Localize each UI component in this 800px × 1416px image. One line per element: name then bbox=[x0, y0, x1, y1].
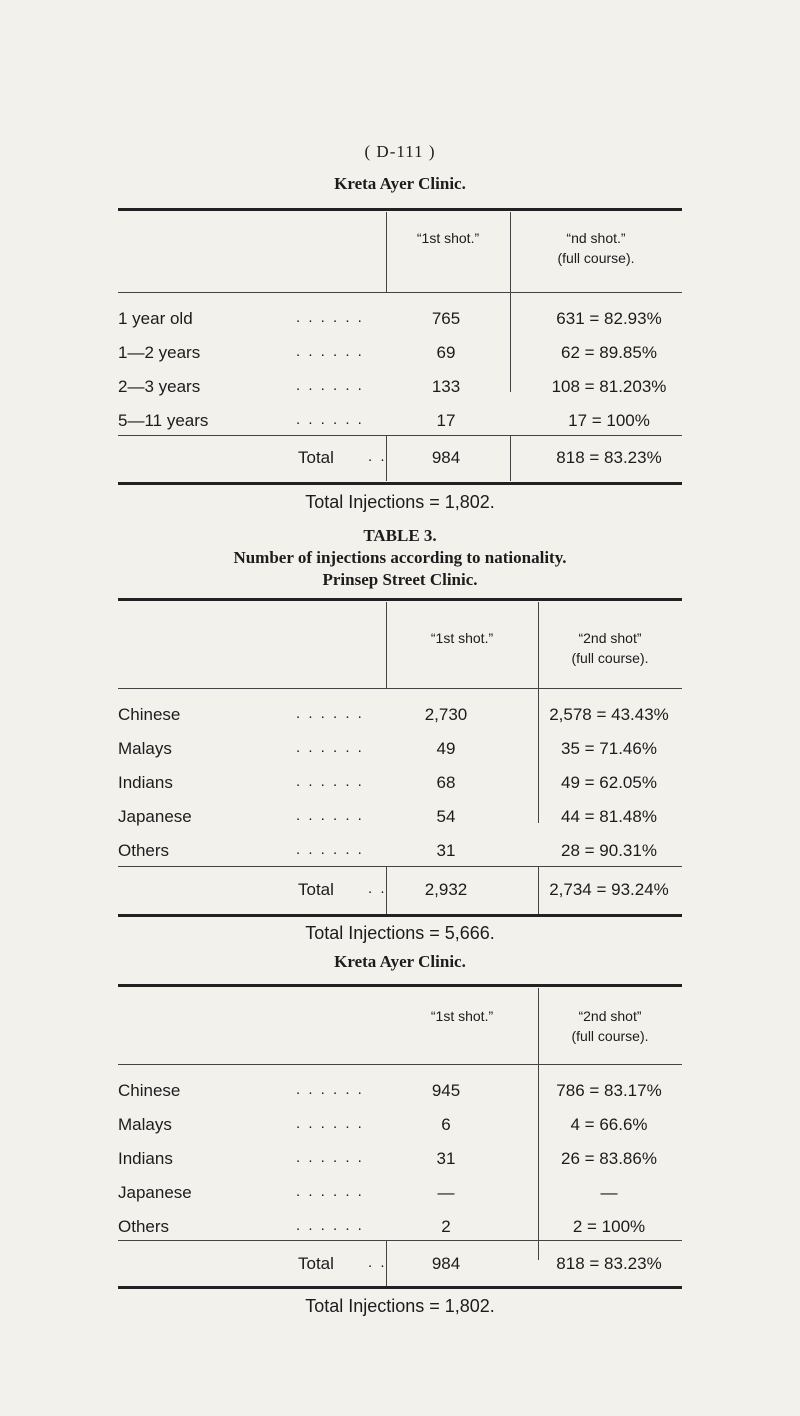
col-head-second-shot: “2nd shot” bbox=[578, 1008, 642, 1024]
table-top-rule bbox=[118, 984, 682, 987]
kreta-ayer-title-2: Kreta Ayer Clinic. bbox=[334, 952, 466, 971]
table-row bbox=[118, 1081, 682, 1105]
kreta-ayer-age-table bbox=[118, 208, 682, 484]
table-row bbox=[118, 807, 682, 831]
col-head-first-shot: “1st shot.” bbox=[430, 630, 494, 646]
second-shot-value: 2,578 = 43.43% bbox=[549, 705, 669, 724]
table-top-rule bbox=[118, 598, 682, 601]
second-shot-value: 35 = 71.46% bbox=[561, 739, 657, 758]
first-shot-value: 945 bbox=[431, 1081, 461, 1100]
col-head-full-course: (full course). bbox=[571, 1028, 649, 1044]
header-rule bbox=[118, 292, 682, 293]
leader-dots: . . . . . . bbox=[296, 841, 364, 858]
leader-dots: . . . . . . bbox=[296, 807, 364, 824]
column-divider bbox=[386, 212, 387, 292]
second-shot-value: 17 = 100% bbox=[568, 411, 650, 430]
total-label: Total bbox=[298, 448, 334, 467]
first-shot-value: — bbox=[437, 1183, 455, 1202]
leader-dots: . . . . . . bbox=[296, 739, 364, 756]
leader-dots: . . . . . . bbox=[296, 1115, 364, 1132]
table-number: TABLE 3. bbox=[363, 526, 437, 545]
row-label: Chinese bbox=[118, 705, 181, 724]
table-row bbox=[118, 705, 682, 729]
row-label: Indians bbox=[118, 1149, 173, 1168]
leader-dots: . . . . . . bbox=[296, 1183, 364, 1200]
total-second-shot: 818 = 83.23% bbox=[556, 448, 662, 467]
table-row bbox=[118, 377, 682, 401]
leader-dots: . . . . . . bbox=[296, 773, 364, 790]
col-head-full-course: (full course). bbox=[557, 250, 635, 266]
second-shot-value: 2 = 100% bbox=[572, 1217, 646, 1236]
table-row bbox=[118, 411, 682, 435]
total-row bbox=[118, 880, 682, 904]
leader-dots: . . . . . . bbox=[296, 1149, 364, 1166]
second-shot-value: 631 = 82.93% bbox=[556, 309, 662, 328]
first-shot-value: 133 bbox=[431, 377, 461, 396]
leader-dots: . . bbox=[368, 880, 387, 897]
col-head-second-shot: “2nd shot” bbox=[578, 630, 642, 646]
row-label: Indians bbox=[118, 773, 173, 792]
leader-dots: . . . . . . bbox=[296, 1217, 364, 1234]
table-row bbox=[118, 773, 682, 797]
table-bottom-rule bbox=[118, 482, 682, 485]
first-shot-value: 68 bbox=[436, 773, 456, 792]
total-injections-1: Total Injections = 1,802. bbox=[305, 492, 495, 512]
total-rule bbox=[118, 1240, 682, 1241]
row-label: Japanese bbox=[118, 807, 192, 826]
col-head-full-course: (full course). bbox=[571, 650, 649, 666]
prinsep-nationality-table bbox=[118, 598, 682, 918]
total-row bbox=[118, 1254, 682, 1278]
col-head-first-shot: “1st shot.” bbox=[430, 1008, 494, 1024]
leader-dots: . . . . . . bbox=[296, 377, 364, 394]
col-head-first-shot: “1st shot.” bbox=[416, 230, 480, 246]
kreta-ayer-nationality-table bbox=[118, 984, 682, 1290]
first-shot-value: 31 bbox=[436, 1149, 456, 1168]
first-shot-value: 2 bbox=[441, 1217, 451, 1236]
row-label: Malays bbox=[118, 739, 172, 758]
first-shot-value: 2,730 bbox=[424, 705, 468, 724]
second-shot-value: 49 = 62.05% bbox=[561, 773, 657, 792]
second-shot-value: 62 = 89.85% bbox=[561, 343, 657, 362]
total-row bbox=[118, 448, 682, 472]
leader-dots: . . . . . . bbox=[296, 309, 364, 326]
first-shot-value: 17 bbox=[436, 411, 456, 430]
table-row bbox=[118, 739, 682, 763]
row-label: 1—2 years bbox=[118, 343, 201, 362]
row-label: Others bbox=[118, 841, 170, 860]
leader-dots: . . . . . . bbox=[296, 705, 364, 722]
table-row bbox=[118, 1149, 682, 1173]
total-rule bbox=[118, 866, 682, 867]
table-top-rule bbox=[118, 208, 682, 211]
second-shot-value: 4 = 66.6% bbox=[570, 1115, 648, 1134]
total-label: Total bbox=[298, 880, 334, 899]
leader-dots: . . . . . . bbox=[296, 411, 364, 428]
total-second-shot: 818 = 83.23% bbox=[556, 1254, 662, 1273]
row-label: Japanese bbox=[118, 1183, 192, 1202]
table-caption: Number of injections according to nationality. bbox=[233, 548, 567, 567]
header-rule bbox=[118, 688, 682, 689]
table-row bbox=[118, 309, 682, 333]
table-row bbox=[118, 1183, 682, 1207]
row-label: 1 year old bbox=[118, 309, 193, 328]
second-shot-value: 44 = 81.48% bbox=[561, 807, 657, 826]
table-bottom-rule bbox=[118, 1286, 682, 1289]
row-label: Malays bbox=[118, 1115, 172, 1134]
total-label: Total bbox=[298, 1254, 334, 1273]
leader-dots: . . bbox=[368, 448, 387, 465]
total-injections-2: Total Injections = 5,666. bbox=[305, 923, 495, 943]
row-label: 2—3 years bbox=[118, 377, 201, 396]
first-shot-value: 6 bbox=[441, 1115, 451, 1134]
first-shot-value: 31 bbox=[436, 841, 456, 860]
total-first-shot: 984 bbox=[431, 448, 461, 467]
row-label: Chinese bbox=[118, 1081, 181, 1100]
total-second-shot: 2,734 = 93.24% bbox=[549, 880, 669, 899]
total-first-shot: 984 bbox=[431, 1254, 461, 1273]
header-rule bbox=[118, 1064, 682, 1065]
col-head-second-shot: “nd shot.” bbox=[566, 230, 626, 246]
first-shot-value: 765 bbox=[431, 309, 461, 328]
total-injections-3: Total Injections = 1,802. bbox=[305, 1296, 495, 1316]
table-row bbox=[118, 1217, 682, 1241]
table-row bbox=[118, 343, 682, 367]
row-label: Others bbox=[118, 1217, 170, 1236]
table-bottom-rule bbox=[118, 914, 682, 917]
second-shot-value: 28 = 90.31% bbox=[561, 841, 657, 860]
leader-dots: . . . . . . bbox=[296, 1081, 364, 1098]
second-shot-value: 26 = 83.86% bbox=[561, 1149, 657, 1168]
leader-dots: . . bbox=[368, 1254, 387, 1271]
first-shot-value: 49 bbox=[436, 739, 456, 758]
second-shot-value: — bbox=[600, 1183, 618, 1202]
second-shot-value: 786 = 83.17% bbox=[556, 1081, 662, 1100]
leader-dots: . . . . . . bbox=[296, 343, 364, 360]
table-row bbox=[118, 841, 682, 865]
first-shot-value: 54 bbox=[436, 807, 456, 826]
kreta-ayer-title-1: Kreta Ayer Clinic. bbox=[334, 174, 466, 193]
first-shot-value: 69 bbox=[436, 343, 456, 362]
prinsep-title: Prinsep Street Clinic. bbox=[322, 570, 478, 589]
total-first-shot: 2,932 bbox=[424, 880, 468, 899]
row-label: 5—11 years bbox=[118, 411, 209, 430]
page-reference: ( D-111 ) bbox=[364, 142, 436, 161]
total-rule bbox=[118, 435, 682, 436]
second-shot-value: 108 = 81.203% bbox=[551, 377, 667, 396]
table-row bbox=[118, 1115, 682, 1139]
